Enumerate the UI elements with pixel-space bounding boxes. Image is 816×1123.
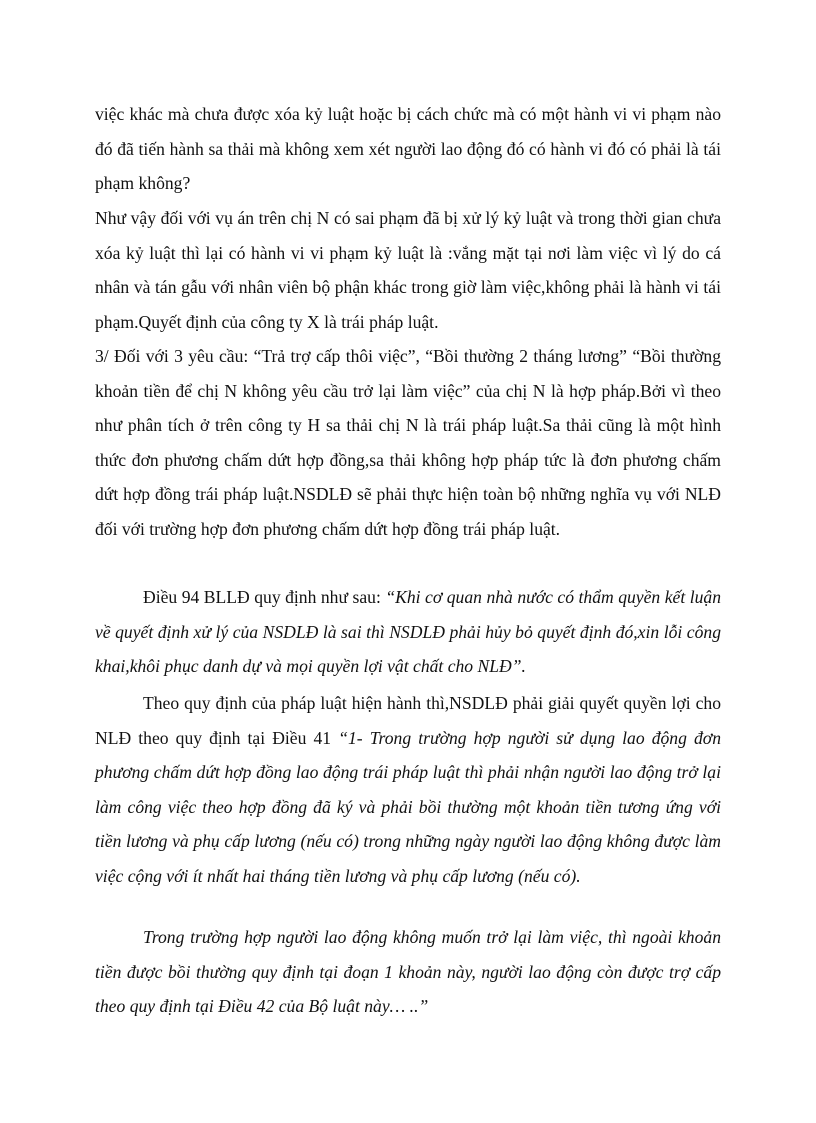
article-41-quote-continued: Trong trường hợp người lao động không muốn trở lại làm việc, thì ngoài khoản tiền được bồi thường quy định tại đoạn 1 khoản này, người lao động còn được trợ cấp theo quy định tại Điều 42 của Bộ luật này… ..” bbox=[95, 927, 721, 1017]
paragraph-continuation: việc khác mà chưa được xóa kỷ luật hoặc bị cách chức mà có một hành vi vi phạm nào đó đã tiến hành sa thải mà không xem xét người lao động đó có hành vi đó có phải là tái phạm không? bbox=[95, 104, 721, 194]
paragraph-article-94 bbox=[95, 580, 721, 684]
article-94-quote: “Khi cơ quan nhà nước có thẩm quyền kết luận về quyết định xử lý của NSDLĐ là sai thì NSDLĐ phải hủy bỏ quyết định đó,xin lỗi công khai,khôi phục danh dự và mọi quyền lợi vật chất cho NLĐ”. bbox=[95, 587, 721, 677]
paragraph-case-conclusion: Như vậy đối với vụ án trên chị N có sai phạm đã bị xử lý kỷ luật và trong thời gian chưa xóa kỷ luật thì lại có hành vi vi phạm kỷ luật là :vắng mặt tại nơi làm việc vì lý do cá nhân và tán gẫu với nhân viên bộ phận khác trong giờ làm việc,không phải là hành vi tái phạm.Quyết định của công ty X là trái pháp luật. bbox=[95, 208, 721, 332]
paragraph-article-41 bbox=[95, 686, 721, 894]
article-41-quote: “1- Trong trường hợp người sử dụng lao động đơn phương chấm dứt hợp đồng lao động trái pháp luật thì phải nhận người lao động trở lại làm công việc theo hợp đồng đã ký và phải bồi thường một khoản tiền tương ứng với tiền lương và phụ cấp lương (nếu có) trong những ngày người lao động không được làm việc cộng với ít nhất hai tháng tiền lương và phụ cấp lương (nếu có). bbox=[95, 727, 721, 886]
paragraph-article-41-continued bbox=[95, 920, 721, 1024]
paragraph-three-requests: 3/ Đối với 3 yêu cầu: “Trả trợ cấp thôi việc”, “Bồi thường 2 tháng lương” “Bồi thường khoản tiền để chị N không yêu cầu trở lại làm việc” của chị N là hợp pháp.Bởi vì theo như phân tích ở trên công ty H sa thải chị N là trái pháp luật.Sa thải cũng là một hình thức đơn phương chấm dứt hợp đồng,sa thải không hợp pháp tức là đơn phương chấm dứt hợp đồng trái pháp luật.NSDLĐ sẽ phải thực hiện toàn bộ những nghĩa vụ với NLĐ đối với trường hợp đơn phương chấm dứt hợp đồng trái pháp luật. bbox=[95, 346, 721, 539]
article-94-lead: Điều 94 BLLĐ quy định như sau: bbox=[143, 587, 386, 607]
article-41-lead: Theo quy định của pháp luật hiện hành thì,NSDLĐ phải giải quyết quyền lợi cho NLĐ theo quy định tại Điều 41 bbox=[95, 693, 721, 748]
